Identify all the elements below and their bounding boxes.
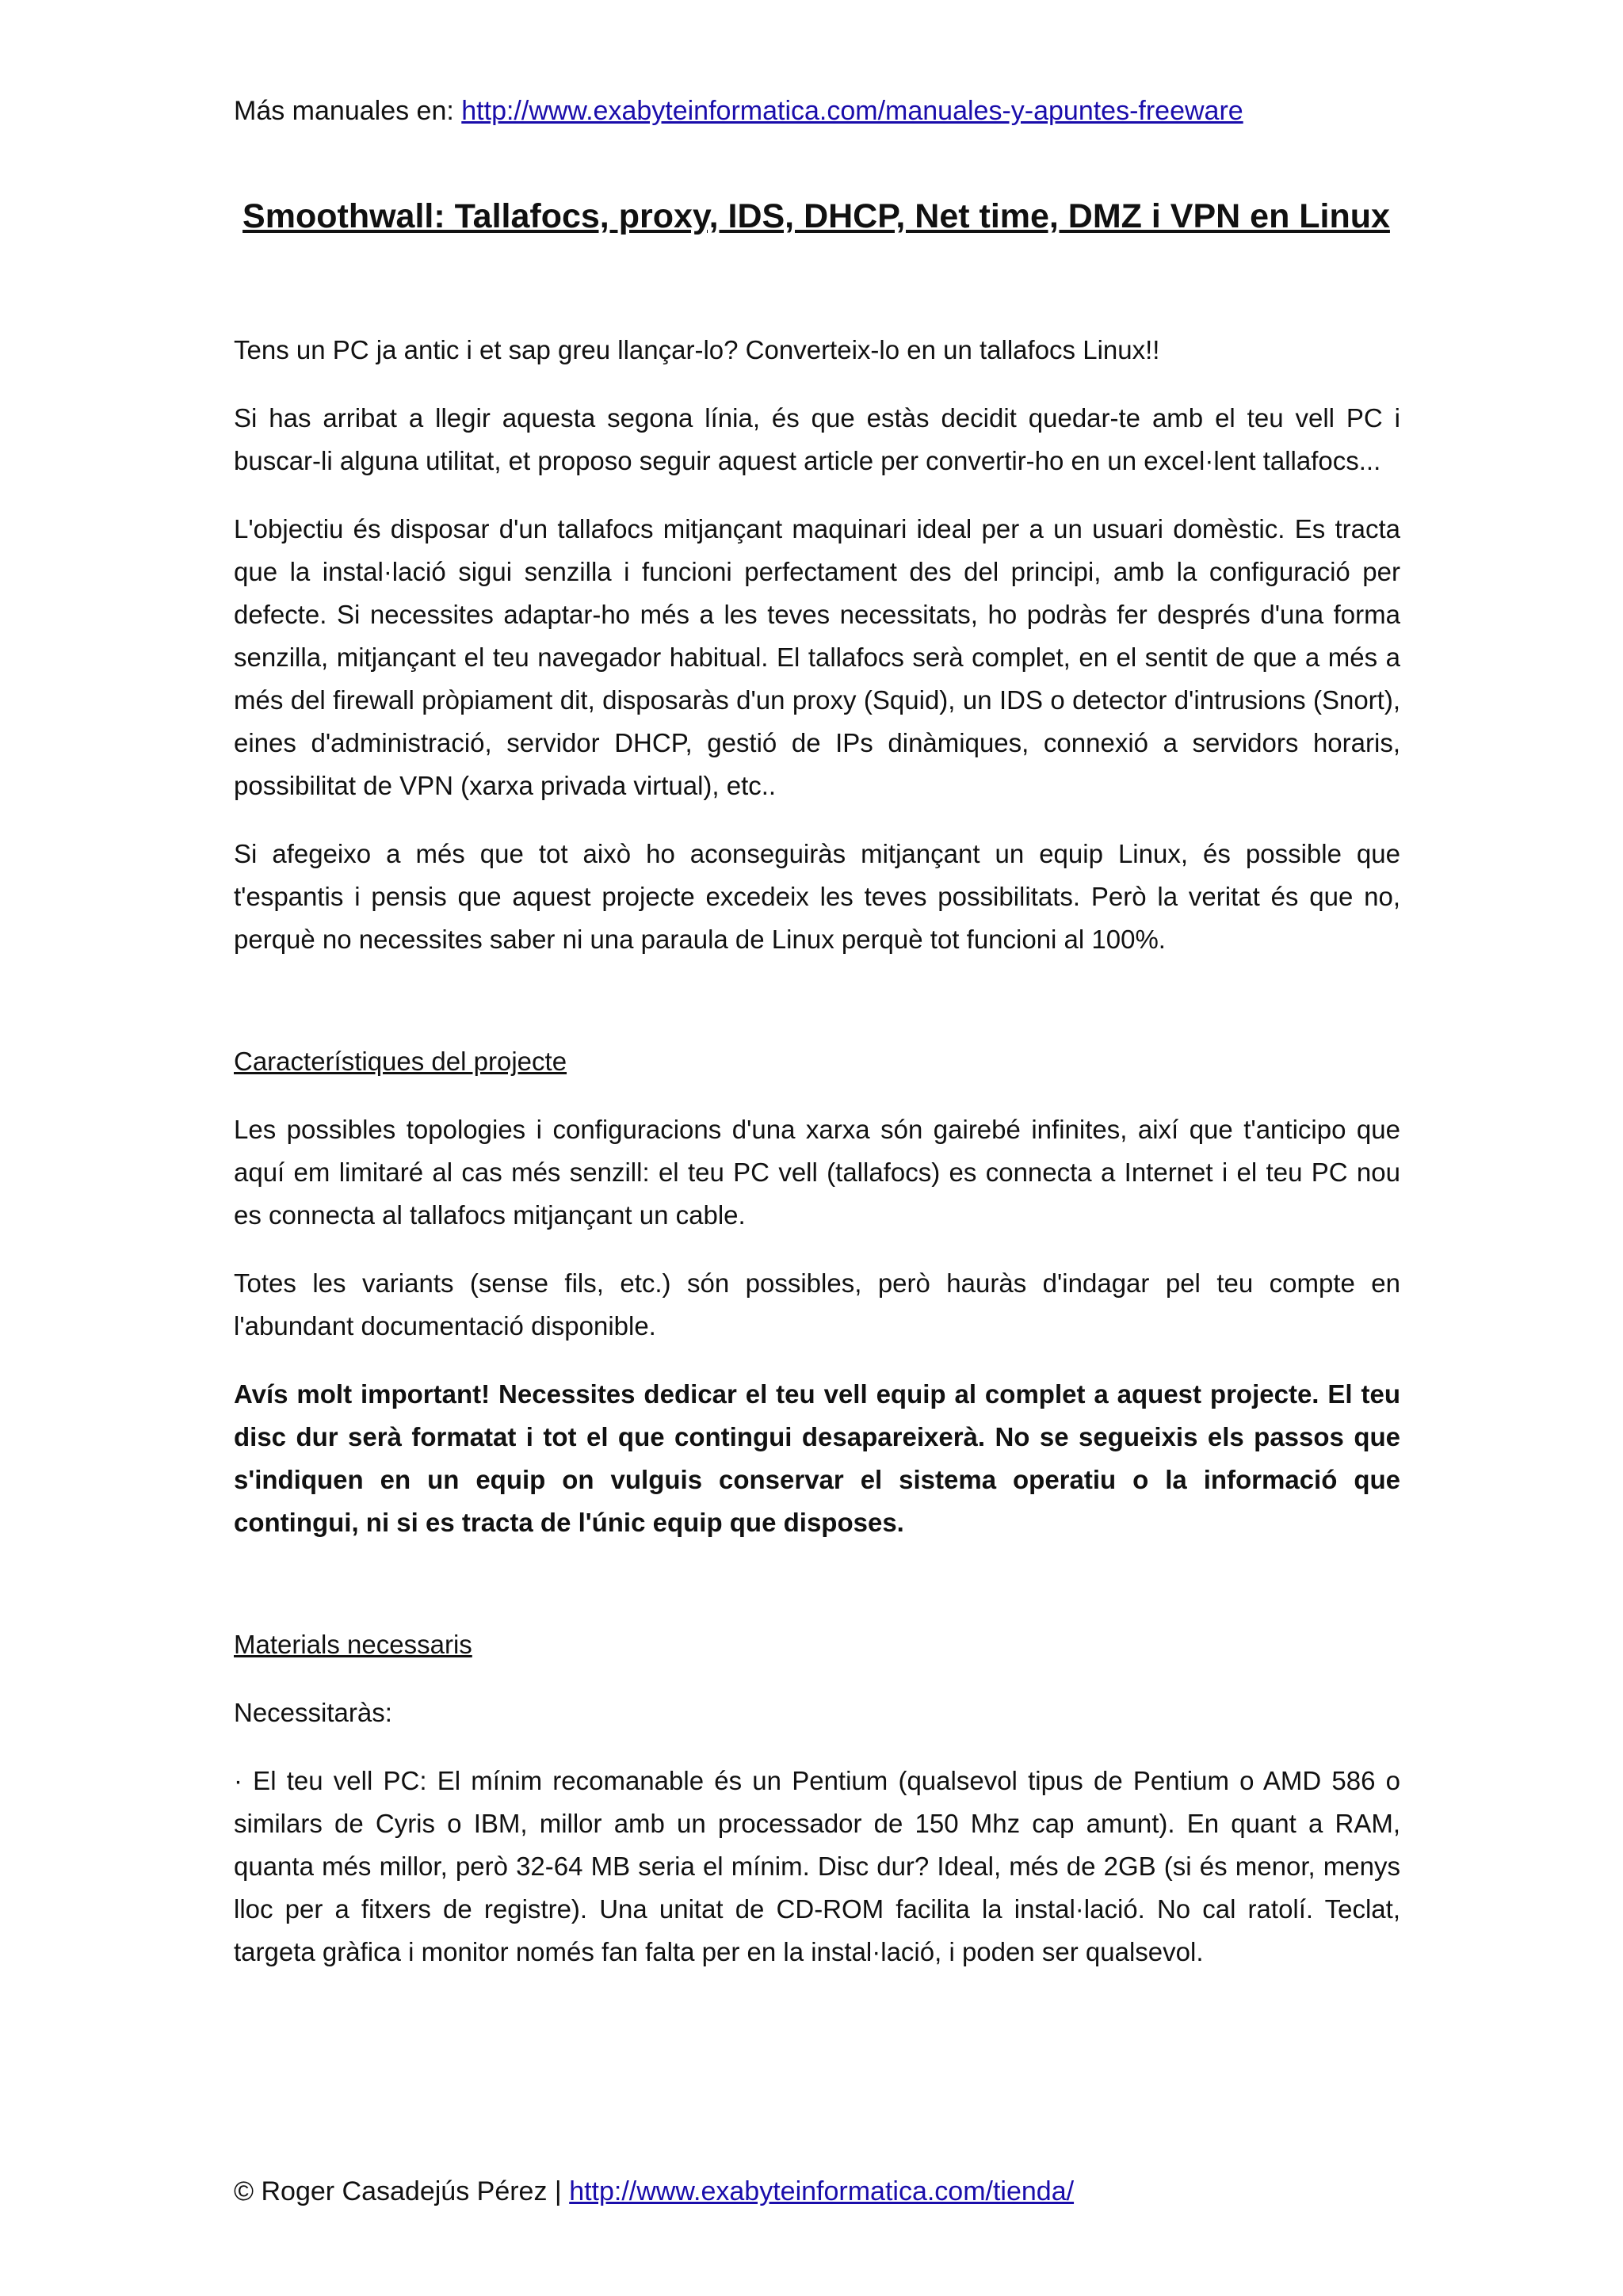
- document-body: [234, 329, 1400, 1974]
- footer-link[interactable]: http://www.exabyteinformatica.com/tienda/: [569, 2176, 1075, 2206]
- intro-paragraph-1: Tens un PC ja antic i et sap greu llançar-lo? Converteix-lo en un tallafocs Linux!!: [234, 335, 1160, 364]
- materials-paragraph-2: · El teu vell PC: El mínim recomanable és un Pentium (qualsevol tipus de Pentium o AMD 586 o similars de Cyris o IBM, millor amb un processador de 150 Mhz cap amunt). En quant a RAM, quanta més millor, però 32-64 MB seria el mínim. Disc dur? Ideal, més de 2GB (si és menor, menys lloc per a fitxers de registre). Una unitat de CD-ROM facilita la instal·lació. No cal ratolí. Teclat, targeta gràfica i monitor només fan falta per en la instal·lació, i poden ser qualsevol.: [234, 1766, 1400, 1966]
- section-heading-materials: Materials necessaris: [234, 1630, 472, 1659]
- features-paragraph-2: Totes les variants (sense fils, etc.) són possibles, però hauràs d'indagar pel teu compte en l'abundant documentació disponible.: [234, 1268, 1400, 1341]
- section-spacer: [234, 1544, 1400, 1623]
- document-title: Smoothwall: Tallafocs, proxy, IDS, DHCP, Net time, DMZ i VPN en Linux: [242, 197, 1390, 235]
- intro-paragraph-4: Si afegeixo a més que tot això ho aconseguiràs mitjançant un equip Linux, és possible que t'espantis i pensis que aquest projecte excedeix les teves possibilitats. Però la veritat és que no, perquè no necessites saber ni una paraula de Linux perquè tot funcioni al 100%.: [234, 839, 1400, 954]
- features-paragraph-1: Les possibles topologies i configuracions d'una xarxa són gairebé infinites, així que t'anticipo que aquí em limitaré al cas més senzill: el teu PC vell (tallafocs) es connecta a Internet i el teu PC nou es connecta al tallafocs mitjançant un cable.: [234, 1115, 1400, 1230]
- intro-paragraph-2: Si has arribat a llegir aquesta segona línia, és que estàs decidit quedar-te amb el teu vell PC i buscar-li alguna utilitat, et proposo seguir aquest article per convertir-ho en un excel·lent tallafocs...: [234, 403, 1400, 475]
- warning-paragraph: Avís molt important! Necessites dedicar el teu vell equip al complet a aquest projecte. El teu disc dur serà formatat i tot el que contingui desapareixerà. No se segueixis els passos que s'indiquen en un equip on vulguis conservar el sistema operatiu o la informació que contingui, ni si es tracta de l'únic equip que disposes.: [234, 1379, 1400, 1537]
- materials-paragraph-1: Necessitaràs:: [234, 1698, 392, 1727]
- header-link[interactable]: http://www.exabyteinformatica.com/manuales-y-apuntes-freeware: [461, 96, 1243, 126]
- footer-prefix: © Roger Casadejús Pérez |: [234, 2176, 570, 2206]
- page-footer: [234, 2174, 1399, 2209]
- header-prefix: Más manuales en:: [234, 96, 462, 126]
- intro-paragraph-3: L'objectiu és disposar d'un tallafocs mitjançant maquinari ideal per a un usuari domèstic. Es tracta que la instal·lació sigui senzilla i funcioni perfectament des del principi, amb la configuració per defecte. Si necessites adaptar-ho més a les teves necessitats, ho podràs fer després d'una forma senzilla, mitjançant el teu navegador habitual. El tallafocs serà complet, en el sentit de que a més a més del firewall pròpiament dit, disposaràs d'un proxy (Squid), un IDS o detector d'intrusions (Snort), eines d'administració, servidor DHCP, gestió de IPs dinàmiques, connexió a servidors horaris, possibilitat de VPN (xarxa privada virtual), etc..: [234, 514, 1400, 800]
- section-heading-features: Característiques del projecte: [234, 1047, 567, 1076]
- page-header: [234, 93, 1399, 128]
- section-spacer: [234, 961, 1400, 1040]
